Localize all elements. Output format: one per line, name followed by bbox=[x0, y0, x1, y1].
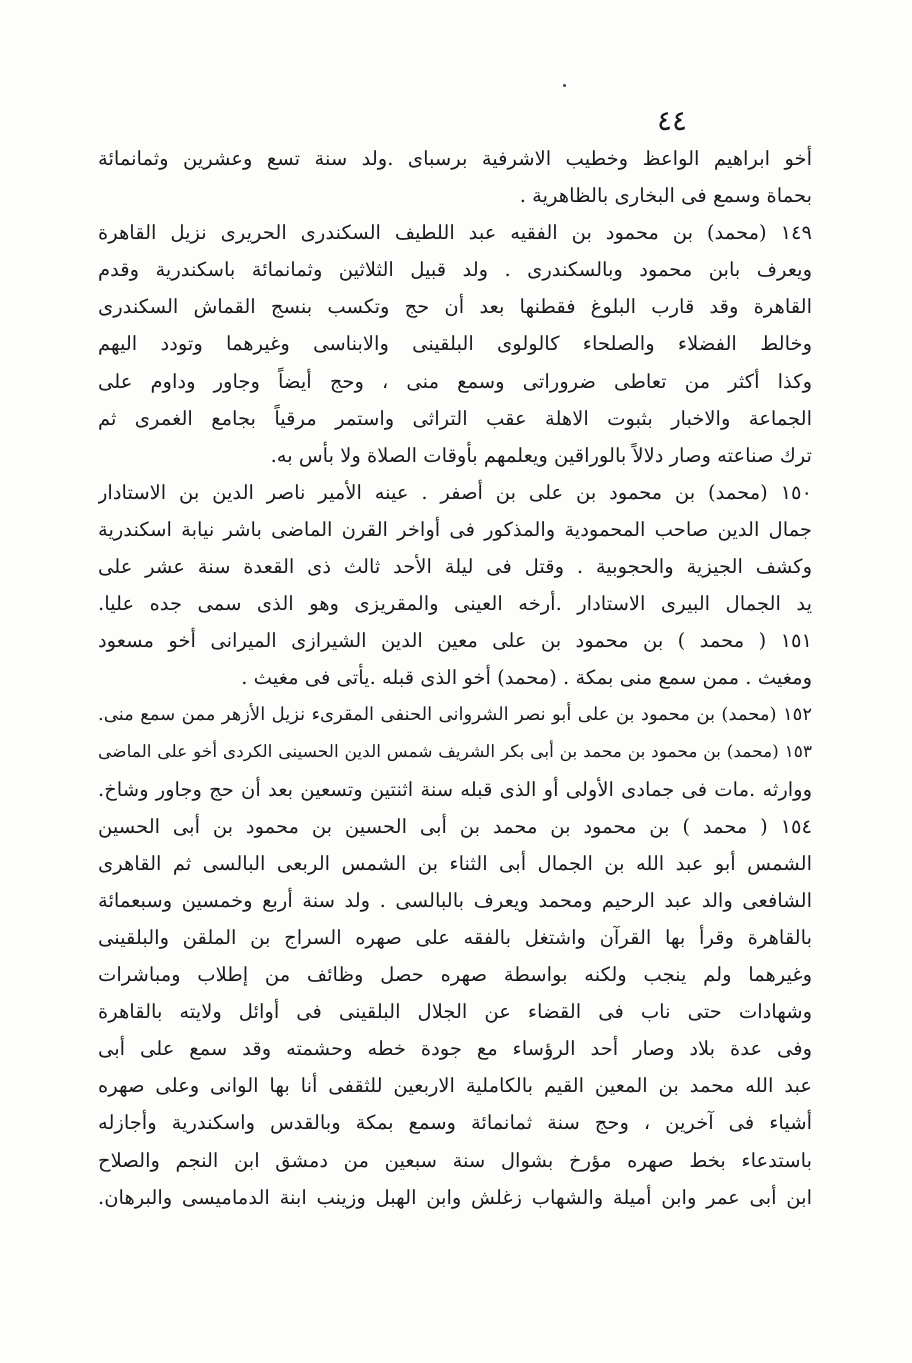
text-line: ترك صناعته وصار دلالاً بالوراقين ويعلمهم بأوقات الصلاة ولا بأس به. bbox=[270, 443, 812, 467]
body-text bbox=[98, 140, 812, 1216]
page-mark bbox=[563, 84, 566, 87]
text-line: الجماعة والاخبار بثبوت الاهلة عقب التراثى واستمر مرقياً بجامع الغمرى ثم bbox=[98, 406, 812, 430]
text-line: جمال الدين صاحب المحمودية والمذكور فى أواخر القرن الماضى باشر نيابة اسكندرية bbox=[98, 517, 812, 541]
text-line: وشهادات حتى ناب فى القضاء عن الجلال البلقينى فى أوائل ولايته بالقاهرة bbox=[98, 1000, 812, 1024]
text-line: بالقاهرة وقرأ بها القرآن واشتغل بالفقه على صهره السراج بن الملقن والبلقينى bbox=[98, 925, 812, 949]
entry-152-heading: ١٥٢ (محمد) بن محمود بن على أبو نصر الشروانى الحنفى المقرىء نزيل الأزهر ممن سمع منى. bbox=[98, 704, 812, 726]
entry-151-heading: ١٥١ ( محمد ) بن محمود بن على معين الدين الشيرازى الميرانى أخو مسعود bbox=[98, 629, 812, 653]
text-line: وكذا أكثر من تعاطى ضروراتى وسمع منى ، وحج أيضاً وجاور وداوم على bbox=[98, 369, 812, 393]
text-line: عبد الله محمد بن المعين القيم بالكاملية الاربعين للثقفى أنا بها الوانى وعلى صهره bbox=[98, 1074, 812, 1098]
text-line: وغيرهما ولم ينجب ولكنه بواسطة صهره حصل وظائف من إطلاب ومباشرات bbox=[98, 963, 812, 987]
entry-149-heading: ١٤٩ (محمد) بن محمود بن الفقيه عبد اللطيف السكندرى الحريرى نزيل القاهرة bbox=[98, 221, 812, 245]
text-line: باستدعاء بخط صهره مؤرخ بشوال سنة سبعين من دمشق ابن النجم والصلاح bbox=[98, 1148, 812, 1172]
text-line: أخو ابراهيم الواعظ وخطيب الاشرفية برسباى .ولد سنة تسع وعشرين وثمانمائة bbox=[98, 147, 812, 170]
text-line: وكشف الجيزية والحجوبية . وقتل فى ليلة الأحد ثالث ذى القعدة سنة عشر على bbox=[98, 555, 812, 579]
entry-150-heading: ١٥٠ (محمد) بن محمود بن على بن أصفر . عينه الأمير ناصر الدين بن الاستادار bbox=[98, 480, 812, 504]
text-line: ويعرف بابن محمود وبالسكندرى . ولد قبيل الثلاثين وثمانمائة باسكندرية وقدم bbox=[98, 258, 812, 282]
text-line: الشافعى والد عبد الرحيم ومحمد ويعرف بالبالسى . ولد سنة أربع وخمسين وسبعمائة bbox=[98, 888, 812, 912]
text-line: ووارثه .مات فى جمادى الأولى أو الذى قبله سنة اثنتين وتسعين بعد أن حج وجاور وشاخ. bbox=[98, 777, 812, 801]
text-line: ومغيث . ممن سمع منى بمكة . (محمد) أخو الذى قبله .يأتى فى مغيث . bbox=[241, 666, 812, 690]
text-line: الشمس أبو عبد الله بن الجمال أبى الثناء بن الشمس الربعى البالسى ثم القاهرى bbox=[98, 851, 812, 875]
text-line: وخالط الفضلاء والصلحاء كالولوى البلقينى والابناسى وغيرهما وتودد اليهم bbox=[98, 332, 812, 356]
page-number: ٤٤ bbox=[656, 104, 688, 137]
text-line: يد الجمال البيرى الاستادار .أرخه العينى والمقريزى وهو الذى سمى جده عليا. bbox=[98, 592, 812, 616]
text-line: بحماة وسمع فى البخارى بالظاهرية . bbox=[519, 184, 812, 208]
text-line: وفى عدة بلاد وصار أحد الرؤساء مع جودة خطه وحشمته وقد سمع على أبى bbox=[98, 1037, 812, 1061]
text-line: أشياء فى آخرين ، وحج سنة ثمانمائة وسمع بمكة وبالقدس واسكندرية وأجازله bbox=[98, 1111, 812, 1135]
entry-154-heading: ١٥٤ ( محمد ) بن محمود بن محمد بن أبى الحسين بن محمود بن أبى الحسين bbox=[98, 814, 812, 838]
text-line: ابن أبى عمر وابن أميلة والشهاب زغلش وابن الهبل وزينب ابنة الدماميسى والبرهان. bbox=[98, 1185, 812, 1209]
entry-153-heading: ١٥٣ (محمد) بن محمود بن محمد بن أبى بكر الشريف شمس الدين الحسينى الكردى أخو على الماضى bbox=[98, 741, 812, 762]
text-line: القاهرة وقد قارب البلوغ فقطنها بعد أن حج وتكسب بنسج القماش السكندرى bbox=[98, 295, 812, 319]
